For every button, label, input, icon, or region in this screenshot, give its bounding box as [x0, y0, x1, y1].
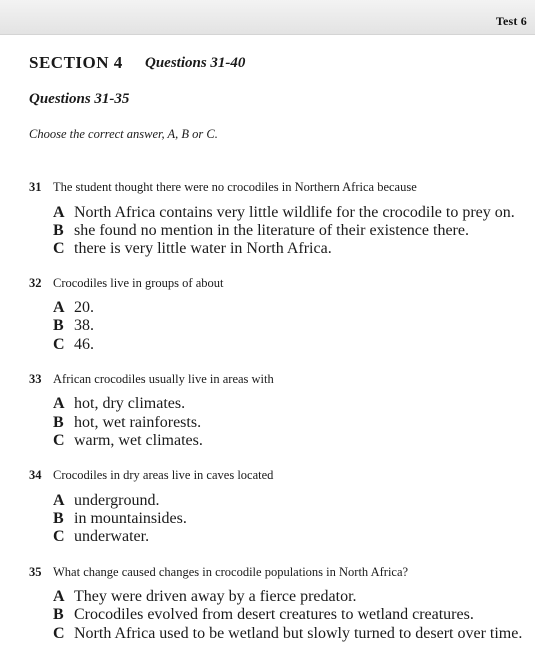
option-text: 20.	[74, 299, 94, 316]
question-text: What change caused changes in crocodile populations in North Africa?	[53, 565, 409, 579]
question-text: African crocodiles usually live in areas with	[53, 372, 274, 386]
option-letter: B	[53, 510, 64, 527]
question-number: 33	[29, 372, 42, 386]
question-32-option-c[interactable]	[0, 336, 535, 354]
option-letter: A	[53, 395, 65, 412]
question-31-option-b[interactable]	[0, 222, 535, 240]
question-35-option-c[interactable]	[0, 625, 535, 643]
section-range: Questions 31-40	[145, 55, 246, 71]
option-letter: B	[53, 317, 64, 334]
option-text: in mountainsides.	[74, 510, 187, 527]
option-text: underground.	[74, 492, 160, 509]
option-text: hot, wet rainforests.	[74, 414, 202, 431]
subsection-title: Questions 31-35	[29, 91, 130, 107]
option-letter: C	[53, 625, 65, 642]
question-33-option-c[interactable]	[0, 432, 535, 450]
option-letter: A	[53, 299, 65, 316]
option-text: North Africa used to be wetland but slowly turned to desert over time.	[74, 625, 523, 642]
question-number: 31	[29, 180, 42, 194]
question-31-option-c[interactable]	[0, 240, 535, 258]
option-letter: C	[53, 336, 65, 353]
option-text: there is very little water in North Africa.	[74, 240, 332, 257]
question-35-option-a[interactable]	[0, 588, 535, 606]
question-number: 32	[29, 276, 42, 290]
question-32-option-a[interactable]	[0, 299, 535, 317]
option-letter: A	[53, 588, 65, 605]
option-text: warm, wet climates.	[74, 432, 203, 449]
option-letter: C	[53, 432, 65, 449]
option-letter: B	[53, 414, 64, 431]
question-text: The student thought there were no crocodiles in Northern Africa because	[53, 180, 417, 194]
option-text: hot, dry climates.	[74, 395, 186, 412]
question-text: Crocodiles live in groups of about	[53, 276, 224, 290]
option-text: North Africa contains very little wildlife for the crocodile to prey on.	[74, 204, 515, 221]
option-text: underwater.	[74, 528, 150, 545]
option-letter: A	[53, 204, 65, 221]
question-number: 34	[29, 468, 42, 482]
option-letter: B	[53, 606, 64, 623]
question-text: Crocodiles in dry areas live in caves located	[53, 468, 274, 482]
question-34-option-a[interactable]	[0, 492, 535, 510]
option-text: 38.	[74, 317, 94, 334]
page-header	[0, 0, 535, 35]
option-text: They were driven away by a fierce predator.	[74, 588, 357, 605]
question-32-option-b[interactable]	[0, 317, 535, 335]
question-34-option-b[interactable]	[0, 510, 535, 528]
option-text: she found no mention in the literature of their existence there.	[74, 222, 469, 239]
question-34-option-c[interactable]	[0, 528, 535, 546]
question-31-option-a[interactable]	[0, 204, 535, 222]
test-label: Test 6	[495, 14, 527, 28]
option-letter: C	[53, 240, 65, 257]
option-text: 46.	[74, 336, 94, 353]
option-text: Crocodiles evolved from desert creatures to wetland creatures.	[74, 606, 474, 623]
question-33-option-a[interactable]	[0, 395, 535, 413]
section-title: SECTION 4	[29, 53, 123, 72]
option-letter: A	[53, 492, 65, 509]
question-number: 35	[29, 565, 42, 579]
question-35-option-b[interactable]	[0, 606, 535, 624]
option-letter: B	[53, 222, 64, 239]
question-33-option-b[interactable]	[0, 414, 535, 432]
instruction-text: Choose the correct answer, A, B or C.	[29, 127, 218, 141]
option-letter: C	[53, 528, 65, 545]
